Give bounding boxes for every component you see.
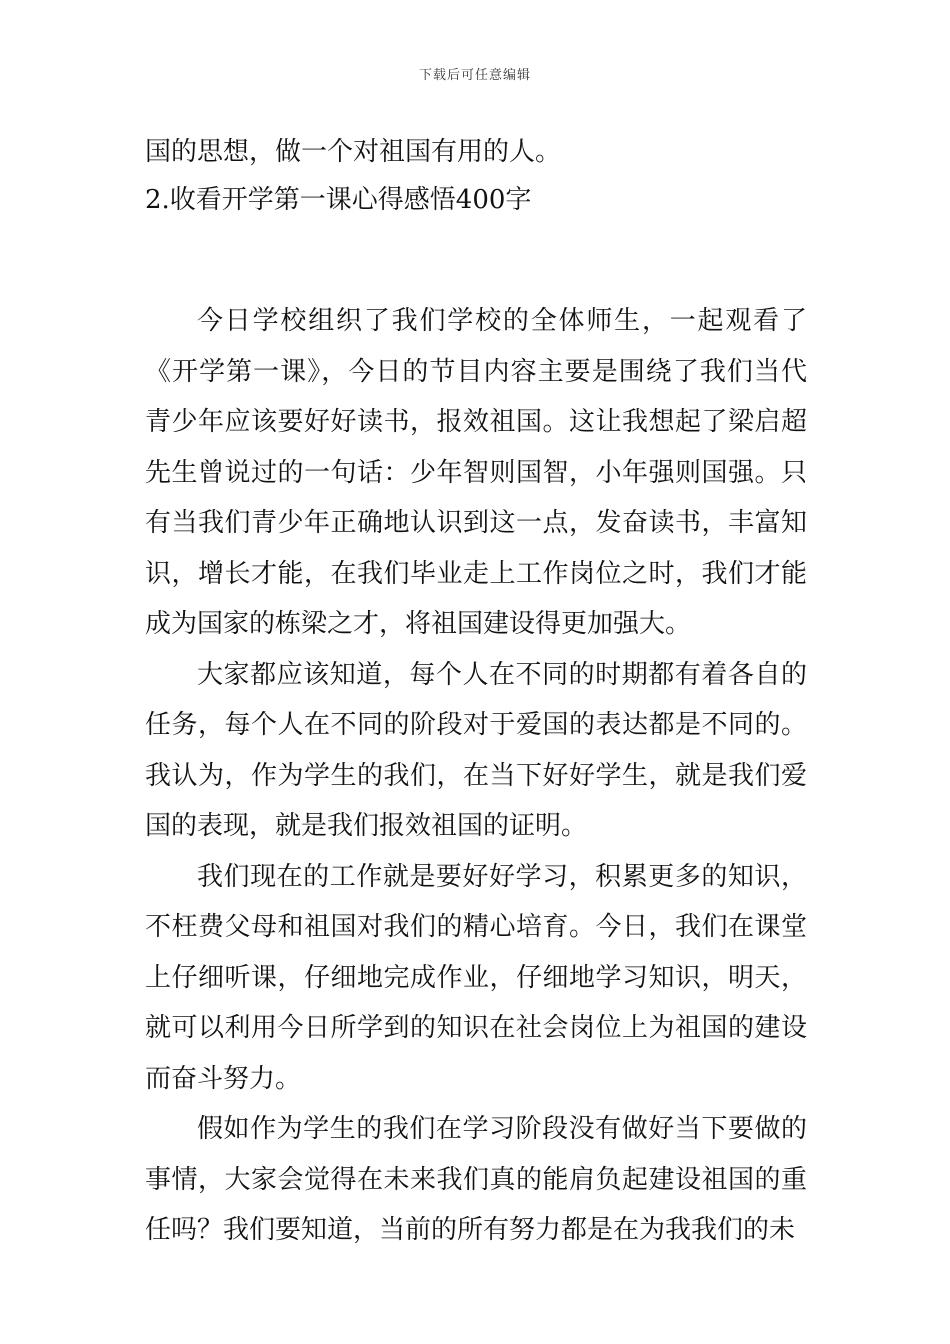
opening-line: 国的思想，做一个对祖国有用的人。 <box>145 137 562 167</box>
page-header-note: 下载后可任意编辑 <box>418 68 531 83</box>
paragraph-1: 今日学校组织了我们学校的全体师生，一起观看了《开学第一课》，今日的节目内容主要是围绕了我们当代青少年应该要好好读书，报效祖国。这让我想起了梁启超先生曾说过的一句话：少年智则国智，小年强则国强。只有当我们青少年正确地认识到这一点，发奋读书，丰富知识，增长才能，在我们毕业走上工作岗位之时，我们才能成为国家的栋梁之才，将祖国建设得更加强大。 <box>145 306 807 639</box>
document-body <box>145 128 807 1256</box>
paragraph-3: 我们现在的工作就是要好好学习，积累更多的知识，不枉费父母和祖国对我们的精心培育。今日，我们在课堂上仔细听课，仔细地完成作业，仔细地学习知识，明天，就可以利用今日所学到的知识在社会岗位上为祖国的建设而奋斗努力。 <box>145 861 807 1094</box>
paragraph-4: 假如作为学生的我们在学习阶段没有做好当下要做的事情，大家会觉得在未来我们真的能肩负起建设祖国的重任吗？我们要知道，当前的所有努力都是在为我我们的未 <box>145 1114 807 1245</box>
paragraph-2: 大家都应该知道，每个人在不同的时期都有着各自的任务，每个人在不同的阶段对于爱国的表达都是不同的。我认为，作为学生的我们，在当下好好学生，就是我们爱国的表现，就是我们报效祖国的证明。 <box>145 659 807 841</box>
section-heading: 2.收看开学第一课心得感悟400字 <box>145 185 532 215</box>
